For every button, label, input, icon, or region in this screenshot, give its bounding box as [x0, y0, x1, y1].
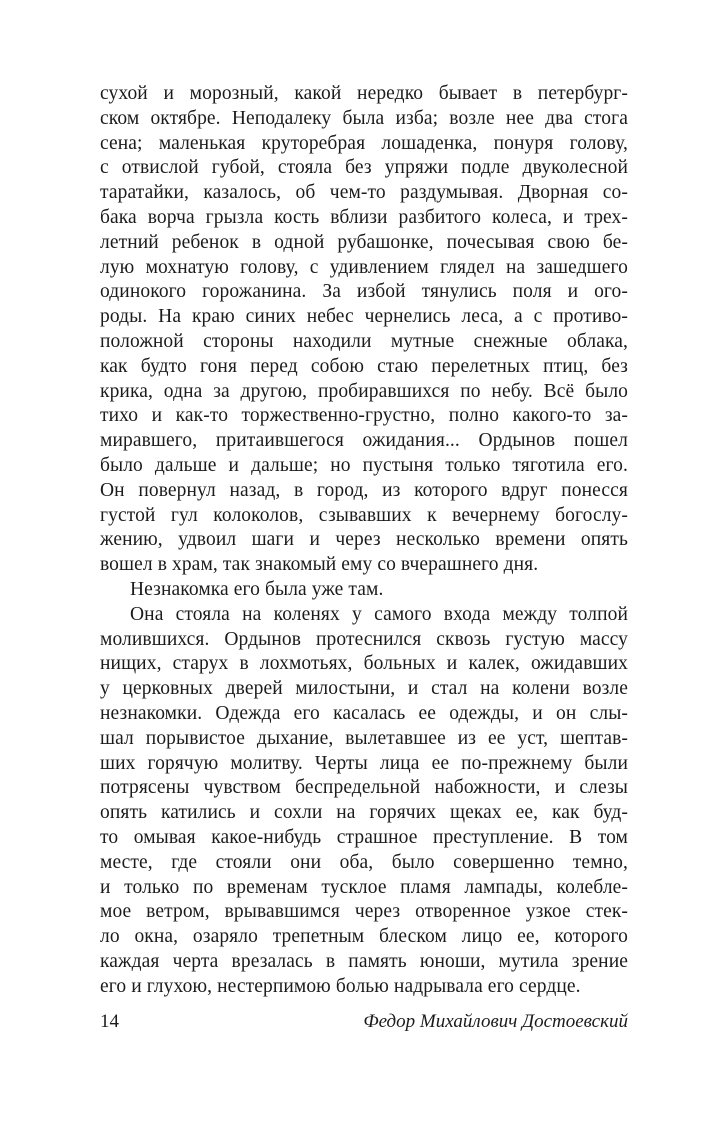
text-line: бака ворча грызла кость вблизи разбитого колеса, и трех- — [100, 206, 628, 228]
page-footer — [100, 1010, 628, 1034]
running-author: Федор Михайлович Достоевский — [363, 1011, 628, 1032]
text-line: как будто гоня перед собою стаю перелетных птиц, без — [100, 355, 628, 377]
text-line: у церковных дверей милостыни, и стал на колени возле — [100, 678, 628, 700]
text-line: ском октябре. Неподалеку была изба; возле нее два стога — [100, 107, 628, 129]
paragraph — [100, 82, 628, 578]
paragraph — [100, 578, 628, 603]
text-line: положной стороны находили мутные снежные облака, — [100, 330, 628, 352]
text-line: молившихся. Ордынов протеснился сквозь густую массу — [100, 628, 628, 650]
text-line: миравшего, притаившегося ожидания... Ордынов пошел — [100, 430, 628, 452]
text-line: одинокого горожанина. За избой тянулись поля и ого- — [100, 281, 628, 303]
page-number: 14 — [100, 1011, 119, 1032]
text-line: то омывая какое-нибудь страшное преступление. В том — [100, 826, 628, 848]
page-text — [100, 82, 628, 999]
text-line: было дальше и дальше; но пустыня только тяготила его. — [100, 454, 628, 476]
text-line: Она стояла на коленях у самого входа между толпой — [130, 603, 628, 625]
text-line: нищих, старух в лохмотьях, больных и калек, ожидавших — [100, 653, 628, 675]
text-line: Он повернул назад, в город, из которого вдруг понесся — [100, 479, 628, 501]
text-line: опять катились и сохли на горячих щеках ее, как буд- — [100, 802, 628, 824]
text-line: с отвислой губой, стояла без упряжи подле двуколесной — [100, 157, 628, 179]
text-line: ших горячую молитву. Черты лица ее по-прежнему были — [100, 752, 628, 774]
text-line: сухой и морозный, какой нередко бывает в петербург- — [100, 83, 628, 104]
text-line: каждая черта врезалась в память юноши, мутила зрение — [100, 950, 628, 972]
text-line: тихо и как-то торжественно-грустно, полно какого-то за- — [100, 405, 628, 427]
text-line: лую мохнатую голову, с удивлением глядел на зашедшего — [100, 256, 628, 278]
text-line: ло окна, озаряло трепетным блеском лицо ее, которого — [100, 926, 628, 948]
text-line: месте, где стояли они оба, было совершенно темно, — [100, 851, 628, 873]
text-line: вошел в храм, так знакомый ему со вчерашнего дня. — [100, 554, 539, 576]
text-line: Незнакомка его была уже там. — [130, 578, 384, 600]
text-line: незнакомки. Одежда его касалась ее одежды, и он слы- — [100, 702, 628, 724]
paragraph — [100, 603, 628, 1000]
text-line: шал порывистое дыхание, вылетавшее из ее уст, шептав- — [100, 727, 628, 749]
text-line: крика, одна за другою, пробиравшихся по небу. Всё было — [100, 380, 628, 402]
text-line: роды. На краю синих небес чернелись леса, а с противо- — [100, 306, 628, 328]
text-line: жению, удвоил шаги и через несколько времени опять — [100, 529, 628, 551]
text-line: таратайки, казалось, об чем-то раздумывая. Дворная со- — [100, 182, 628, 204]
text-line: потрясены чувством беспредельной набожности, и слезы — [100, 777, 628, 799]
text-line: сена; маленькая круторебрая лошаденка, понуря голову, — [100, 132, 628, 154]
text-line: и только по временам тусклое пламя лампады, колебле- — [100, 876, 628, 898]
text-line: мое ветром, врывавшимся через отворенное узкое стек- — [100, 901, 628, 923]
text-line: его и глухою, нестерпимою болью надрывала его сердце. — [100, 975, 581, 997]
text-line: густой гул колоколов, сзывавших к вечернему богослу- — [100, 504, 628, 526]
text-line: летний ребенок в одной рубашонке, почесывая свою бе- — [100, 231, 628, 253]
